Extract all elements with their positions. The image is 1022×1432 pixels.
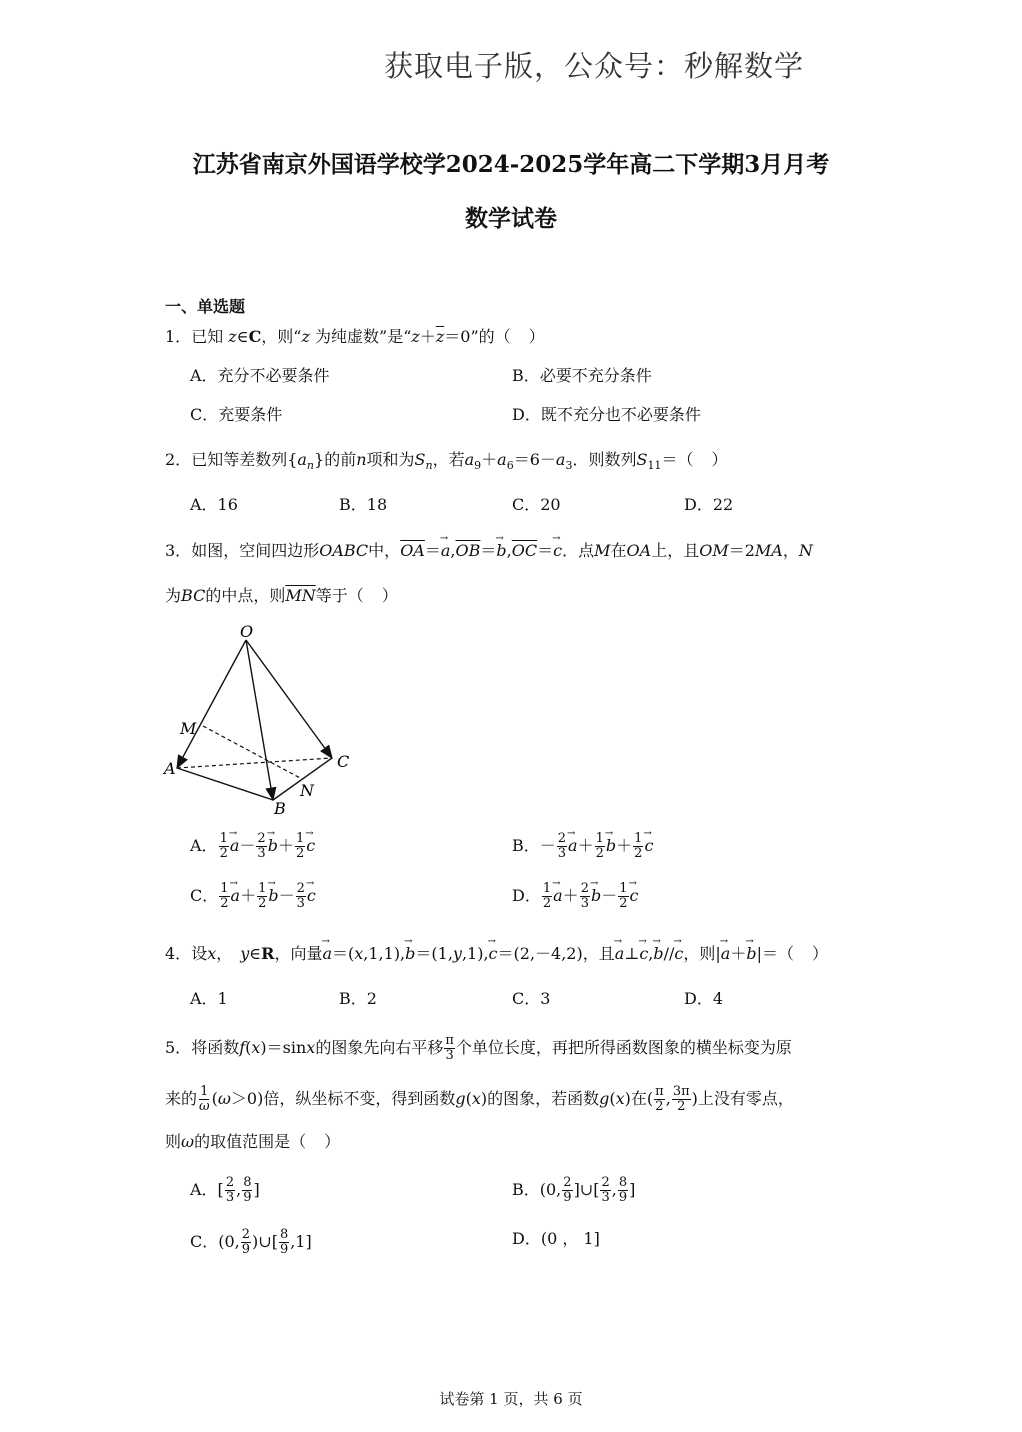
edge-ac-dashed: [177, 758, 332, 768]
label-c: C: [337, 752, 350, 771]
label-n: N: [300, 781, 314, 800]
question-2: 2．已知等差数列$\{a_n\}$的前n项和为$S_n$，若$a_9+a_6=6-a_3$．则数列$S_{11}=$（ ）: [165, 450, 728, 473]
question-5-line-1: 5．将函数f(x)＝sinx的图象先向右平移 $\frac{\pi}{3}$ 个单位长度，再把所得函数图象的横坐标变为原: [165, 1033, 792, 1063]
q4-option-c[interactable]: C．3: [512, 989, 551, 1008]
segment-mn-dashed: [203, 726, 302, 779]
q5-option-c[interactable]: C．(0, $\frac{2}{9}$ )∪[ $\frac{8}{9}$ ,1]: [190, 1227, 312, 1257]
q1-option-d[interactable]: D．既不充分也不必要条件: [512, 405, 701, 424]
q3-option-a[interactable]: A． $\frac{1}{2}$ → a－ $\frac{2}{3}$ → b＋ $\frac{1}{2}$ → c: [190, 832, 315, 861]
q3-option-b[interactable]: B．－ $\frac{2}{3}$ → a＋ $\frac{1}{2}$ → b＋ $\frac{1}{2}$ → c: [512, 832, 653, 861]
label-m: M: [180, 719, 197, 738]
source-banner: 获取电子版，公众号：秒解数学: [384, 49, 805, 83]
q1-option-a[interactable]: A．充分不必要条件: [190, 366, 330, 385]
label-a: A: [164, 759, 176, 778]
q2-option-c[interactable]: C．20: [512, 495, 561, 514]
label-o: O: [240, 622, 254, 641]
exam-subtitle: 数学试卷: [465, 205, 557, 232]
question-3-line-2: 为BC的中点，则$\overline{MN}$等于（ ）: [165, 586, 398, 605]
tetrahedron-figure: [160, 620, 360, 820]
q2-option-b[interactable]: B．18: [339, 495, 388, 514]
question-4: 4．设x， y∈R，向量→ a＝(x,1,1),→ b＝(1,y,1),→ c＝(2,－4,2)，且→ a⊥→ c,→ b//→ c，则|→ a＋→ b|＝（ ）: [165, 943, 828, 965]
q3-option-d[interactable]: D． $\frac{1}{2}$ → a＋ $\frac{2}{3}$ → b－ $\frac{1}{2}$ → c: [512, 882, 638, 911]
question-5-line-2: 来的 $\frac{1}{\omega}$ (ω＞0)倍，纵坐标不变，得到函数g(x)的图象，若函数g(x)在( $\frac{\pi}{2}$ , $\frac{3\pi}{2}$ )上没有零点，: [165, 1084, 794, 1114]
edge-oc: [246, 640, 332, 758]
q5-option-a[interactable]: A．[ $\frac{2}{3}$ , $\frac{8}{9}$ ]: [190, 1175, 260, 1205]
q1-option-c[interactable]: C．充要条件: [190, 405, 283, 424]
q4-option-b[interactable]: B．2: [339, 989, 377, 1008]
q5-option-b[interactable]: B．(0, $\frac{2}{9}$ ]∪[ $\frac{2}{3}$ , $\frac{8}{9}$ ]: [512, 1175, 636, 1205]
edge-ob: [246, 640, 273, 800]
q2-option-a[interactable]: A．16: [190, 495, 238, 514]
q4-option-d[interactable]: D．4: [684, 989, 724, 1008]
q1-option-b[interactable]: B．必要不充分条件: [512, 366, 652, 385]
q3-option-c[interactable]: C． $\frac{1}{2}$ → a＋ $\frac{1}{2}$ → b－ $\frac{2}{3}$ → c: [190, 882, 316, 911]
page-footer: 试卷第 1 页，共 6 页: [439, 1390, 583, 1408]
question-5-line-3: 则ω的取值范围是（ ）: [165, 1132, 341, 1151]
question-3-line-1: 3．如图，空间四边形OABC中，$\overline{OA}=\to a,\overline{OB}=\to b,\overline{OC}=\to c$．点M在OA上，且OM＝2MA，N: [165, 540, 813, 562]
edge-ab: [177, 768, 273, 800]
edge-oa: [177, 640, 246, 768]
q2-option-d[interactable]: D．22: [684, 495, 734, 514]
q4-option-a[interactable]: A．1: [190, 989, 228, 1008]
section-heading: 一、单选题: [165, 297, 246, 316]
question-1: 1．已知 z∈C，则“z 为纯虚数”是“$z+\overline{z}=0$”的（ ）: [165, 327, 545, 346]
exam-title: 江苏省南京外国语学校学2024-2025学年高二下学期3月月考: [192, 151, 830, 178]
label-b: B: [274, 799, 286, 818]
q5-option-d[interactable]: D．(0 ， 1]: [512, 1229, 600, 1248]
